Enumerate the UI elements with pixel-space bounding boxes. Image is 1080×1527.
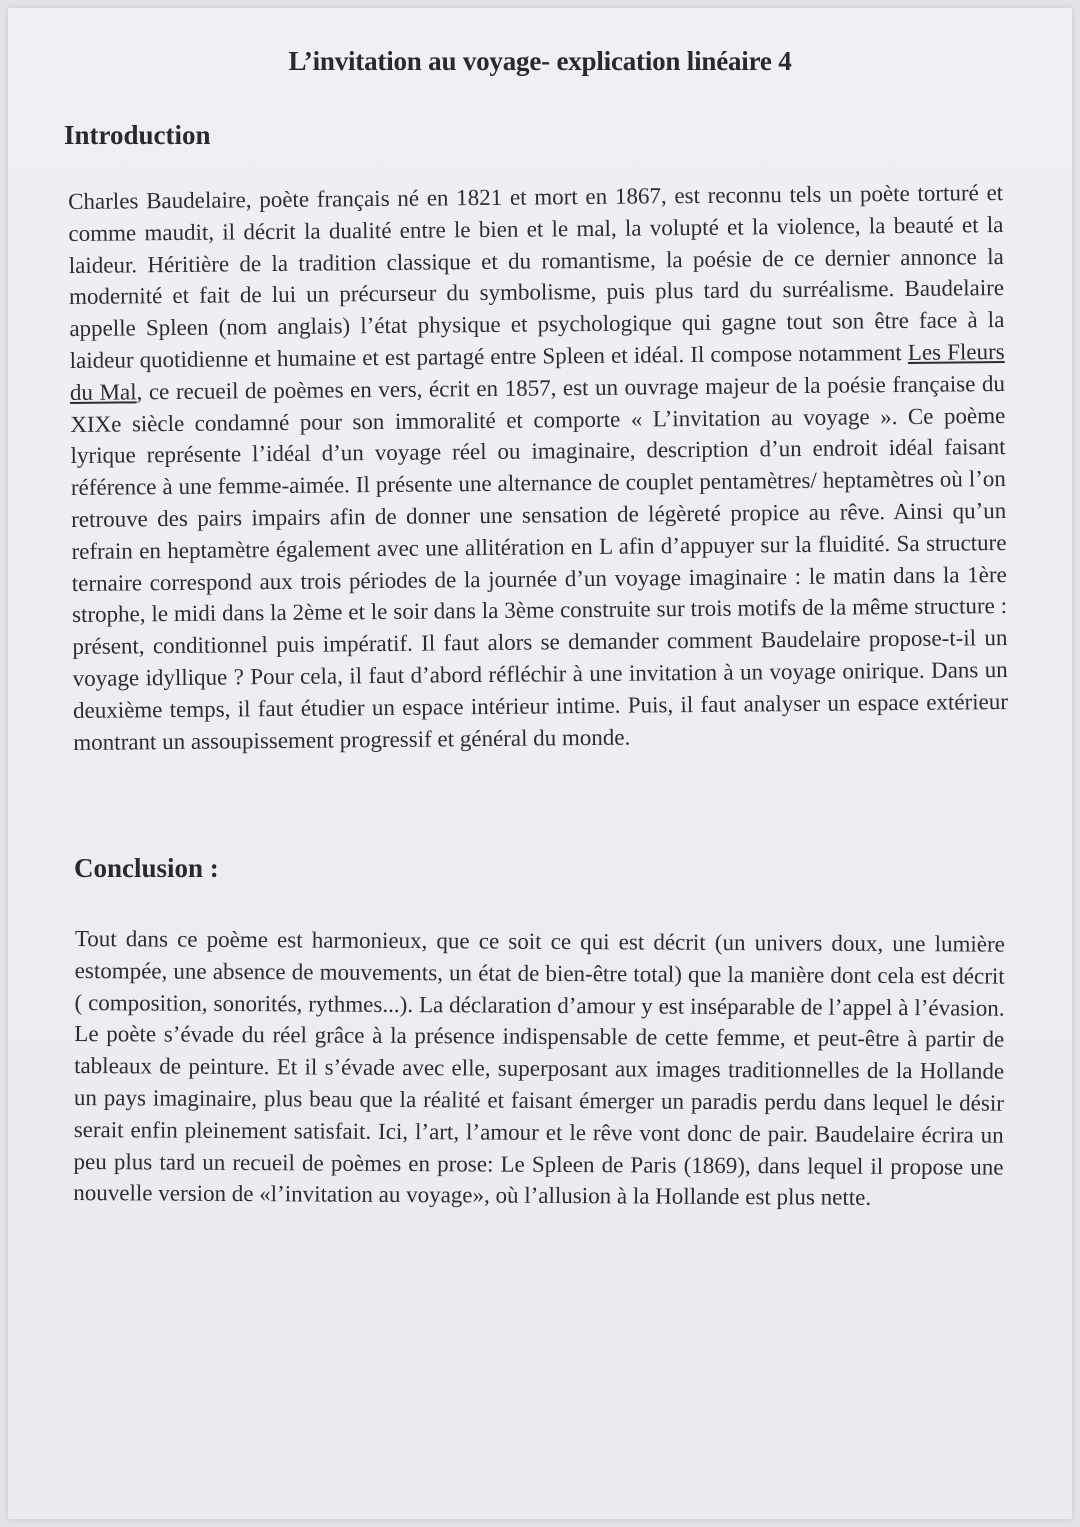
book-title: Les Fleurs du Mal <box>69 339 1005 405</box>
introduction-paragraph <box>68 177 1008 758</box>
introduction-text-start: Charles Baudelaire, poète français né en 1821 et mort en 1867, est reconnu tels un poète torturé et comme maudit, il décrit la dualité entre le bien et le mal, la volupté et la violence, la beauté et la laideur. Héritière de la tradition classique et du romantisme, la poésie de ce dernier annonce la modernité et fait de lui un précurseur du symbolisme, puis plus tard du surréalisme. Baudelaire appelle Spleen (nom anglais) l’état physique et psychologique qui gagne tout son être face à la laideur quotidienne et humaine et est partagé entre Spleen et idéal. Il compose notamment <box>68 180 1005 373</box>
conclusion-paragraph: Tout dans ce poème est harmonieux, que ce soit ce qui est décrit (un univers doux, une lumière estompée, une absence de mouvements, un état de bien-être total) que la manière dont cela est décrit ( composition, sonorités, rythmes...). La déclaration d’amour y est inséparable de l’appel à l’évasion. Le poète s’évade du réel grâce à la présence indispensable de cette femme, et peut-être à partir de tableaux de peinture. Et il s’évade avec elle, superposant aux images traditionnelles de la Hollande un pays imaginaire, plus beau que la réalité et faisant émerger un paradis perdu dans lequel le désir serait enfin pleinement satisfait. Ici, l’art, l’amour et le rêve vont donc de pair. Baudelaire écrira un peu plus tard un recueil de poèmes en prose: Le Spleen de Paris (1869), dans lequel il propose une nouvelle version de «l’invitation au voyage», où l’allusion à la Hollande est plus nette. <box>73 925 1005 1211</box>
introduction-text-end: , ce recueil de poèmes en vers, écrit en 1857, est un ouvrage majeur de la poésie française du XIXe siècle condamné pour son immoralité et comporte « L’invitation au voyage ». Ce poème lyrique représente l’idéal d’un voyage réel ou imaginaire, description d’un endroit idéal faisant référence à une femme-aimée. Il présente une alternance de couplet pentamètres/ heptamètres où l’on retrouve des pairs impairs afin de donner une sensation de légèreté propice au rêve. Ainsi qu’un refrain en heptamètre également avec une allitération en L afin d’appuyer sur la fluidité. Sa structure ternaire correspond aux trois périodes de la journée d’un voyage imaginaire : le matin dans la 1ère strophe, le midi dans la 2ème et le soir dans la 3ème construite sur trois motifs de la même structure : présent, conditionnel puis impératif. Il faut alors se demander comment Baudelaire propose-t-il un voyage idyllique ? Pour cela, il faut d’abord réfléchir à une invitation à un voyage onirique. Dans un deuxième temps, il faut étudier un espace intérieur intime. Puis, il faut analyser un espace extérieur montrant un assoupissement progressif et général du monde. <box>70 370 1009 755</box>
document-page <box>8 8 1072 1519</box>
page-title: L’invitation au voyage- explication linéaire 4 <box>288 46 792 76</box>
conclusion-heading: Conclusion : <box>74 853 219 883</box>
introduction-heading: Introduction <box>64 120 211 150</box>
